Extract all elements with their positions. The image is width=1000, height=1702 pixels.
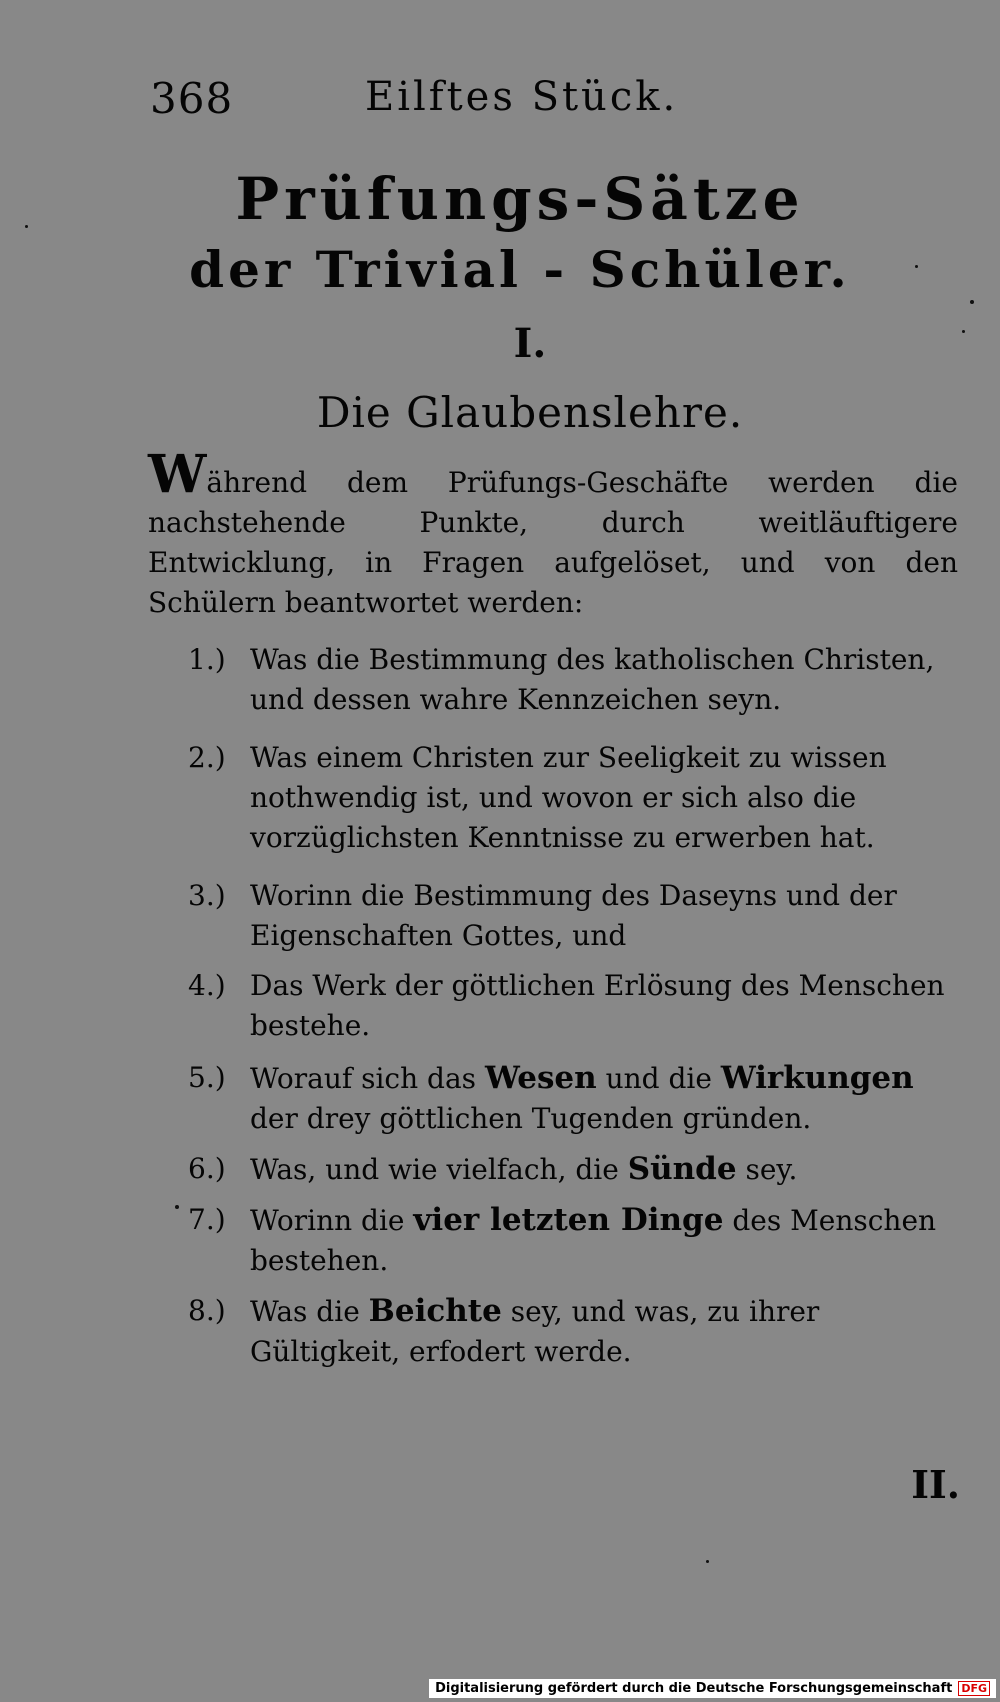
list-item <box>188 640 958 720</box>
intro-paragraph <box>148 444 958 623</box>
item-text: Was, und wie vielfach, die Sünde sey. <box>250 1151 798 1187</box>
item-number: 5.) <box>188 1061 226 1094</box>
item-number: 6.) <box>188 1152 226 1185</box>
catchword: II. <box>911 1462 960 1507</box>
list-item <box>188 738 958 858</box>
scan-speck <box>915 265 918 268</box>
emphasis-beichte: Beichte <box>368 1293 502 1329</box>
scan-speck <box>175 1205 179 1209</box>
item-number: 3.) <box>188 879 226 912</box>
list-item <box>188 1200 958 1281</box>
title-line-2: der Trivial - Schüler. <box>189 240 851 299</box>
item-text: Was einem Christen zur Seeligkeit zu wissen nothwendig ist, und wovon er sich also die vorzüglichsten Kenntnisse zu erwerben hat. <box>250 741 887 854</box>
funding-banner <box>429 1679 996 1698</box>
page-header <box>150 74 730 134</box>
item-text: Worinn die vier letzten Dinge des Menschen bestehen. <box>250 1202 937 1277</box>
list-item <box>188 1291 958 1372</box>
list-item <box>188 876 958 956</box>
page-number: 368 <box>150 74 234 123</box>
examination-list <box>188 640 958 1372</box>
emphasis-wesen: Wesen <box>484 1060 597 1096</box>
emphasis-suende: Sünde <box>627 1151 737 1187</box>
item-number: 1.) <box>188 643 226 676</box>
item-text: Was die Beichte sey, und was, zu ihrer Gültigkeit, erfodert werde. <box>250 1293 820 1368</box>
emphasis-vier-letzten-dinge: vier letzten Dinge <box>413 1202 724 1238</box>
item-text: Worauf sich das Wesen und die Wirkungen der drey göttlichen Tugenden gründen. <box>250 1060 914 1135</box>
scan-speck <box>970 300 974 304</box>
dfg-logo: DFG <box>958 1681 990 1696</box>
item-number: 7.) <box>188 1203 226 1236</box>
list-item <box>188 966 958 1046</box>
emphasis-wirkungen: Wirkungen <box>720 1060 914 1096</box>
drop-cap: W <box>148 444 207 505</box>
item-number: 2.) <box>188 741 226 774</box>
funding-text: Digitalisierung gefördert durch die Deutsche Forschungsgemeinschaft <box>435 1681 953 1696</box>
section-number: I. <box>513 320 547 367</box>
item-number: 8.) <box>188 1294 226 1327</box>
list-item <box>188 1149 958 1190</box>
scan-speck <box>25 225 28 228</box>
item-text: Das Werk der göttlichen Erlösung des Menschen bestehe. <box>250 969 945 1042</box>
running-head: Eilftes Stück. <box>365 74 679 120</box>
section-title: Die Glaubenslehre. <box>316 388 744 437</box>
intro-text: ährend dem Prüfungs-Geschäfte werden die nachstehende Punkte, durch weitläuftigere Entwicklung, in Fragen aufgelöset, und von den Schülern beantwortet werden: <box>148 466 958 619</box>
item-number: 4.) <box>188 969 226 1002</box>
scan-speck <box>706 1560 709 1563</box>
item-text: Was die Bestimmung des katholischen Christen, und dessen wahre Kennzeichen seyn. <box>250 643 935 716</box>
title-line-1: Prüfungs-Sätze <box>235 165 805 233</box>
list-item <box>188 1058 958 1139</box>
item-text: Worinn die Bestimmung des Daseyns und der Eigenschaften Gottes, und <box>250 879 897 952</box>
scan-speck <box>962 330 965 333</box>
